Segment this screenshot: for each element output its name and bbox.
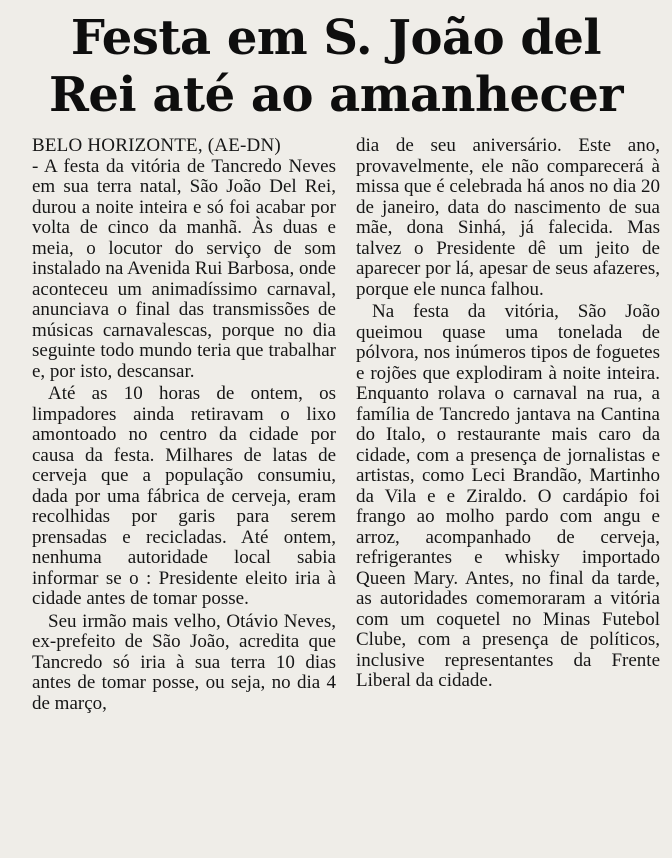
paragraph-4: Na festa da vitória, São João queimou quase uma tonelada de pólvora, nos inúmeros tipos de foguetes e rojões que explodiram à noite inteira. Enquanto rolava o carnaval na rua, a família de Tancredo jantava na Cantina do Italo, o restaurante mais caro da cidade, com a presença de jornalistas e artistas, como Leci Brandão, Martinho da Vila e e Ziraldo. O cardápio foi frango ao molho pardo com angu e arroz, acompanhado de cerveja, refrigerantes e whisky importado Queen Mary. Antes, no final da tarde, as autoridades comemoraram a vitória com um coquetel no Minas Futebol Clube, com a presença de políticos, inclusive representantes da Frente Liberal da cidade. [356, 301, 660, 691]
dateline: BELO HORIZONTE, (AE-DN) [32, 135, 281, 156]
headline-line-2: Rei até ao amanhecer [48, 67, 624, 123]
headline [14, 10, 658, 124]
left-column [32, 136, 336, 714]
paragraph-1 [32, 136, 336, 382]
paragraph-3-continued: dia de seu aniversário. Este ano, provavelmente, ele não comparecerá à missa que é celebrada há anos no dia 20 de janeiro, data do nascimento de sua mãe, dona Sinhá, já falecida. Mas talvez o Presidente dê um jeito de aparecer por lá, apesar de seus afazeres, porque ele nunca falhou. [356, 135, 660, 300]
paragraph-2: Até as 10 horas de ontem, os limpadores ainda retiravam o lixo amontoado no centro da cidade por causa da festa. Milhares de latas de cerveja que a população consumiu, dada por uma fábrica de cerveja, eram recolhidas por garis para serem prensadas e recicladas. Até ontem, nenhuma autoridade local sabia informar se o : Presidente eleito iria à cidade antes de tomar posse. [32, 383, 336, 609]
article-body [32, 136, 660, 714]
paragraph-1-text: - A festa da vitória de Tancredo Neves em sua terra natal, São João Del Rei, durou a noite inteira e só foi acabar por volta de cinco da manhã. Às duas e meia, o locutor do serviço de som instalado na Avenida Rui Barbosa, onde aconteceu um animadíssimo carnaval, anunciava o final das transmissões de músicas carnavalescas, porque no dia seguinte todo mundo teria que trabalhar e, por isto, descansar. [32, 155, 336, 382]
right-column [356, 136, 660, 714]
paragraph-3: Seu irmão mais velho, Otávio Neves, ex-prefeito de São João, acredita que Tancredo só iria à sua terra 10 dias antes de tomar posse, ou seja, no dia 4 de março, [32, 610, 336, 714]
headline-line-1: Festa em S. João del [70, 10, 602, 66]
